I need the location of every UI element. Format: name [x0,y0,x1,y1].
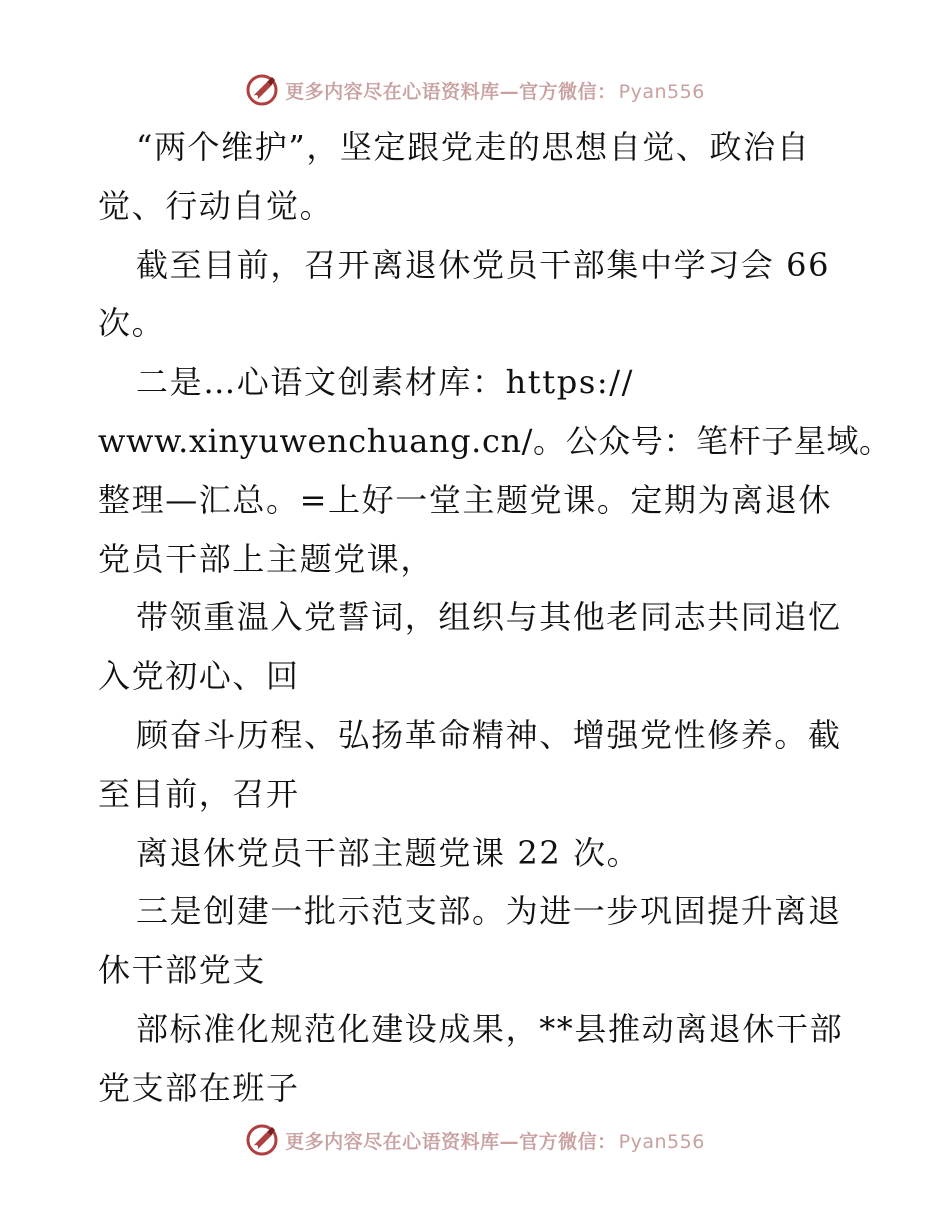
watermark-text: 更多内容尽在心语资料库—官方微信： Pyan556 [285,1130,705,1153]
text-line: 入党初心、回 [98,657,300,696]
text-line: 截至目前，召开离退休党员干部集中学习会 66 [136,245,831,284]
xinyu-logo-icon [245,73,279,107]
text-line: 至目前，召开 [98,774,300,813]
document-body [98,118,892,1118]
watermark-text: 更多内容尽在心语资料库—官方微信： Pyan556 [285,80,705,103]
text-line: 二是…心语文创素材库：https:// [136,363,634,402]
text-line: 带领重温入党誓词，组织与其他老同志共同追忆 [136,598,842,637]
text-line: 休干部党支 [98,951,267,990]
text-line: 整理—汇总。=上好一堂主题党课。定期为离退休 [98,480,833,519]
text-line: 顾奋斗历程、弘扬革命精神、增强党性修养。截 [136,715,842,754]
text-line: 觉、行动自觉。 [98,186,334,225]
xinyu-logo-icon [245,1123,279,1157]
text-line: 次。 [98,304,166,343]
text-line: 三是创建一批示范支部。为进一步巩固提升离退 [136,892,842,931]
footer-watermark [0,1120,950,1160]
header-watermark [0,70,950,110]
text-line: 党员干部上主题党课， [98,539,435,578]
text-line: 离退休党员干部主题党课 22 次。 [136,833,641,872]
text-line: www.xinyuwenchuang.cn/。公众号：笔杆子星域。 [98,421,892,460]
text-line: 党支部在班子 [98,1068,300,1107]
text-line: “两个维护”，坚定跟党走的思想自觉、政治自 [136,128,811,166]
text-line: 部标准化规范化建设成果，**县推动离退休干部 [136,1009,844,1048]
